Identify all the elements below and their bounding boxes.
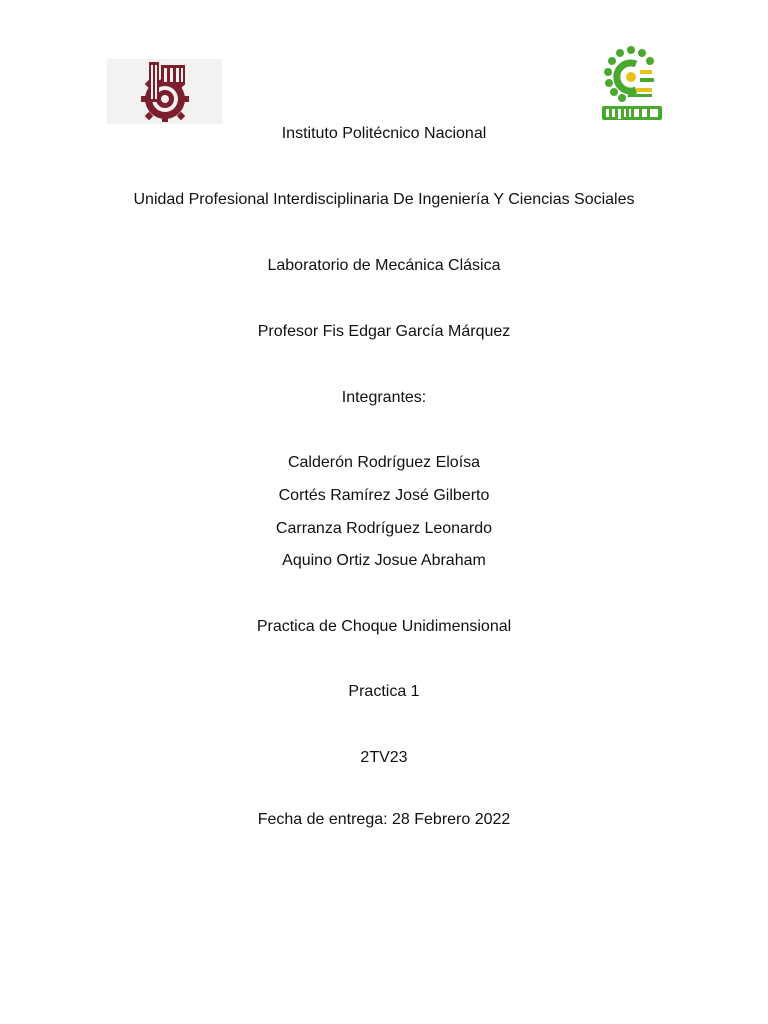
- professor-name: Profesor Fis Edgar García Márquez: [257, 323, 511, 340]
- practice-title: Practica de Choque Unidimensional: [256, 618, 512, 635]
- institution-name: Instituto Politécnico Nacional: [281, 125, 487, 142]
- unit-name: Unidad Profesional Interdisciplinaria De Ingeniería Y Ciencias Sociales: [133, 191, 635, 208]
- practice-number: Practica 1: [348, 683, 420, 700]
- due-date: Fecha de entrega: 28 Febrero 2022: [257, 811, 511, 828]
- members-label: Integrantes:: [341, 389, 427, 406]
- group-code: 2TV23: [360, 749, 408, 766]
- upiicsa-logo-icon: [598, 44, 664, 122]
- lab-name: Laboratorio de Mecánica Clásica: [267, 257, 501, 274]
- member-item: Cortés Ramírez José Gilberto: [278, 487, 490, 504]
- ipn-logo-icon: [107, 59, 222, 124]
- member-item: Carranza Rodríguez Leonardo: [275, 520, 493, 537]
- member-item: Calderón Rodríguez Eloísa: [287, 454, 481, 471]
- member-item: Aquino Ortiz Josue Abraham: [282, 552, 486, 569]
